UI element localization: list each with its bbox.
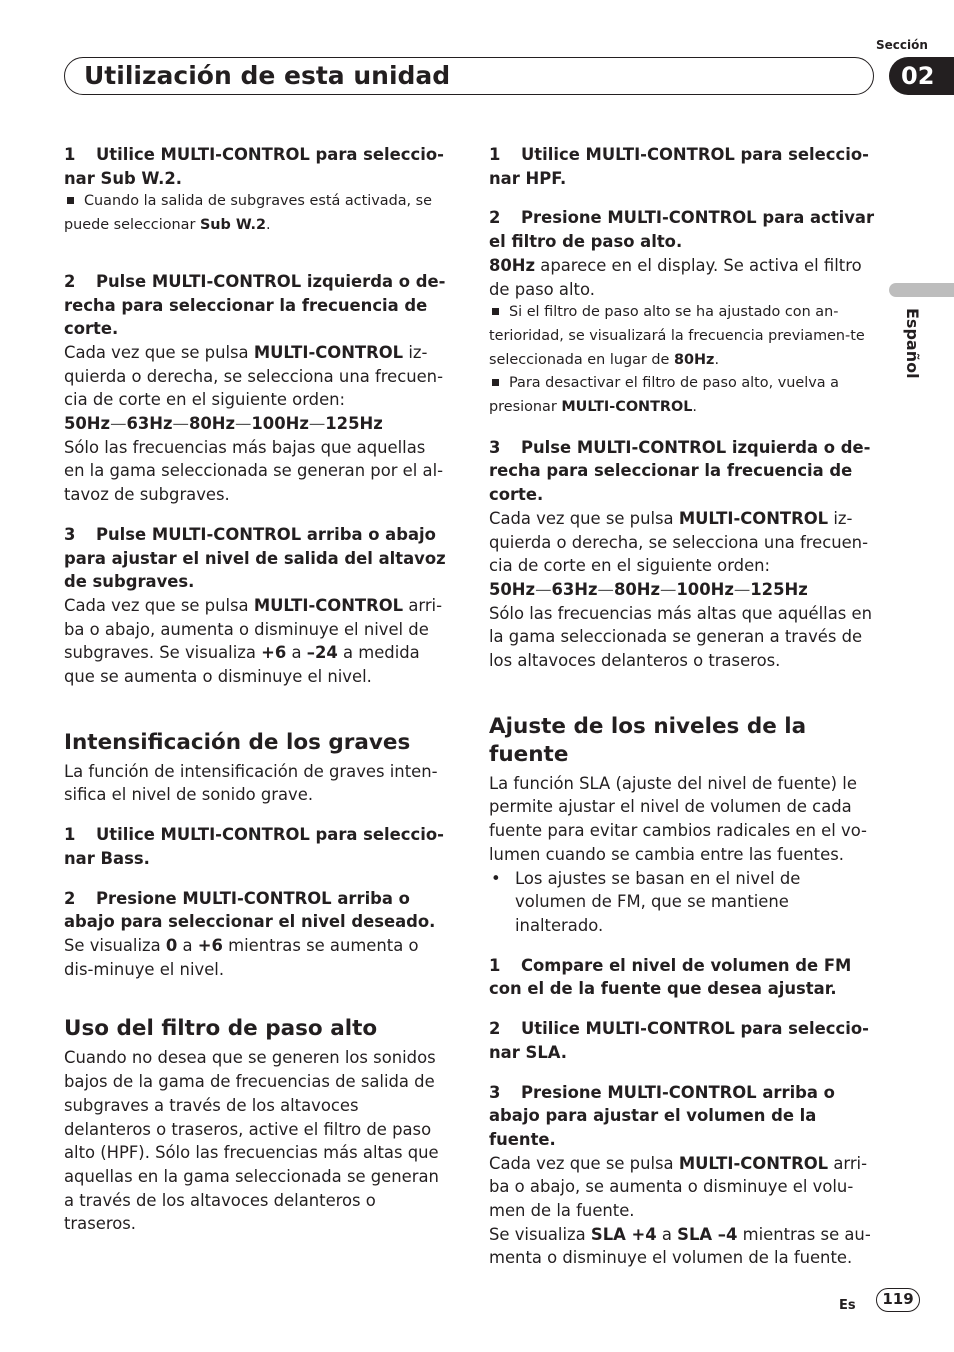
step-number: 1 xyxy=(64,145,76,164)
step-bass-level: 2 Presione MULTI-CONTROL arriba o abajo para seleccionar el nivel deseado. xyxy=(64,888,436,932)
language-tab-marker xyxy=(889,283,954,297)
frequency-sequence: 50Hz—63Hz—80Hz—100Hz—125Hz xyxy=(64,414,383,434)
step-text: Utilice MULTI-CONTROL para seleccio-nar Sub W.2. xyxy=(64,145,444,188)
frequency-sequence: 50Hz—63Hz—80Hz—100Hz—125Hz xyxy=(489,579,808,599)
paragraph: Cada vez que se pulsa MULTI-CONTROL arri-ba o abajo, se aumenta o disminuye el volu-men de la fuente. xyxy=(489,1153,868,1221)
note: Cuando la salida de subgraves está activada, se puede seleccionar Sub W.2. xyxy=(64,193,433,234)
paragraph: Se visualiza SLA +4 a SLA –4 mientras se au-menta o disminuye el volumen de la fuente. xyxy=(489,1224,871,1268)
language-tab-label: Español xyxy=(903,308,922,379)
step-adjust-source: 3 Presione MULTI-CONTROL arriba o abajo para ajustar el volumen de la fuente. xyxy=(489,1082,835,1149)
heading-source-level: Ajuste de los niveles de la fuente xyxy=(489,713,807,767)
paragraph: Cuando no desea que se generen los sonidos bajos de la gama de frecuencias de salida de subgraves a través de los altavoces delanteros o traseros, active el filtro de paso alto (HPF). Sólo las frecuencias más altas que aquellas en la gama seleccionada se generan a través de los altavoces delanteros o traseros. xyxy=(64,1048,439,1234)
square-bullet-icon xyxy=(492,308,499,315)
step-select-sla: 2 Utilice MULTI-CONTROL para seleccio-nar SLA. xyxy=(489,1019,869,1062)
step-cutoff-frequency: 2 Pulse MULTI-CONTROL izquierda o de-recha para seleccionar la frecuencia de corte. xyxy=(64,271,446,339)
page-number: 119 xyxy=(876,1288,920,1312)
paragraph: La función de intensificación de graves inten-sifica el nivel de sonido grave. xyxy=(64,761,438,805)
step-select-subw2 xyxy=(64,143,450,190)
paragraph: Cada vez que se pulsa MULTI-CONTROL arri-ba o abajo, aumenta o disminuye el nivel de subgraves. Se visualiza +6 a –24 a medida que se aumenta o disminuye el nivel. xyxy=(64,595,443,687)
square-bullet-icon xyxy=(492,379,499,386)
paragraph: Cada vez que se pulsa MULTI-CONTROL iz-quierda o derecha, se selecciona una frecuen-cia de corte en el siguiente orden: xyxy=(489,508,868,576)
paragraph: Sólo las frecuencias más altas que aquéllas en la gama seleccionada se generan a través de los altavoces delanteros o traseros. xyxy=(489,603,872,671)
paragraph: Sólo las frecuencias más bajas que aquellas en la gama seleccionada se generan por el al-tavoz de subgraves. xyxy=(64,437,444,505)
step-compare-fm: 1 Compare el nivel de volumen de FM con el de la fuente que desea ajustar. xyxy=(489,955,852,999)
step-subwoofer-level: 3 Pulse MULTI-CONTROL arriba o abajo para ajustar el nivel de salida del altavoz de subgraves. xyxy=(64,524,446,592)
left-column xyxy=(64,143,450,1236)
heading-bass-boost: Intensificación de los graves xyxy=(64,729,411,755)
page-title: Utilización de esta unidad xyxy=(84,61,451,90)
paragraph: Se visualiza 0 a +6 mientras se aumenta o dis-minuye el nivel. xyxy=(64,935,419,979)
paragraph: Cada vez que se pulsa MULTI-CONTROL iz-quierda o derecha, se selecciona una frecuen-cia de corte en el siguiente orden: xyxy=(64,342,443,410)
heading-high-pass-filter: Uso del filtro de paso alto xyxy=(64,1016,378,1042)
square-bullet-icon xyxy=(67,197,74,204)
section-number-badge: 02 xyxy=(889,57,954,95)
step-hpf-cutoff: 3 Pulse MULTI-CONTROL izquierda o de-recha para seleccionar la frecuencia de corte. xyxy=(489,437,871,505)
paragraph: 80Hz aparece en el display. Se activa el filtro de paso alto. xyxy=(489,255,862,299)
bullet-item: • Los ajustes se basan en el nivel de volumen de FM, que se mantiene inalterado. xyxy=(491,868,801,935)
footer-language: Es xyxy=(839,1298,856,1313)
note: Si el filtro de paso alto se ha ajustado con an-terioridad, se visualizará la frecuencia previamen-te seleccionada en lugar de 80Hz. xyxy=(489,304,865,368)
section-label: Sección xyxy=(876,38,928,52)
bullet-icon: • xyxy=(491,868,501,888)
step-select-hpf: 1 Utilice MULTI-CONTROL para seleccio-nar HPF. xyxy=(489,145,869,188)
step-select-bass: 1 Utilice MULTI-CONTROL para seleccio-nar Bass. xyxy=(64,825,444,868)
paragraph: La función SLA (ajuste del nivel de fuente) le permite ajustar el nivel de volumen de cada fuente para evitar cambios radicales en el vo-lumen cuando se cambia entre las fuentes. xyxy=(489,773,867,864)
note: Para desactivar el filtro de paso alto, vuelva a presionar MULTI-CONTROL. xyxy=(489,375,839,416)
step-activate-hpf: 2 Presione MULTI-CONTROL para activar el filtro de paso alto. xyxy=(489,208,875,252)
right-column xyxy=(489,143,875,1270)
